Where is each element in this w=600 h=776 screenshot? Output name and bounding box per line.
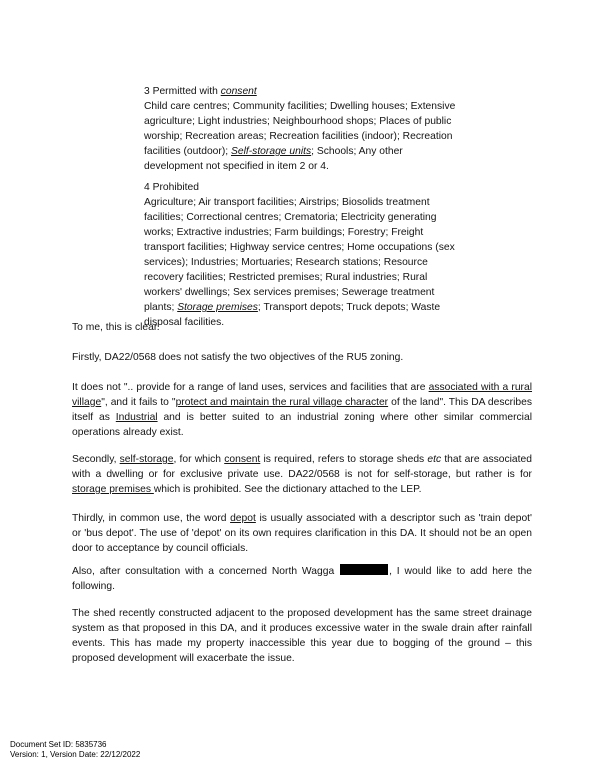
paragraph-consultation: Also, after consultation with a concerned North Wagga , I would like to add here the following. xyxy=(72,566,532,592)
paragraph-drainage: The shed recently constructed adjacent to the proposed development has the same street drainage system as that proposed in this DA, and it produces excessive water in the swale drain after rainfall events. This has made my property inaccessible this year due to bogging of the ground – this proposed development will exacerbate the issue. xyxy=(72,608,532,664)
paragraph-secondly: Secondly, self-storage, for which consent is required, refers to storage sheds etc that are associated with a dwelling or for exclusive private use. DA22/0568 is not for self-storage, but rather is for storage premises which is prohibited. See the dictionary attached to the LEP. xyxy=(72,454,532,495)
paragraph-objectives: It does not ".. provide for a range of land uses, services and facilities that are associated with a rural village", and it fails to "protect and maintain the rural village character of the land". This DA describes itself as Industrial and is better suited to an industrial zoning where other similar commercial operations already exist. xyxy=(72,382,533,438)
prohibited-section xyxy=(144,180,464,330)
permitted-with-consent-section xyxy=(144,84,464,174)
paragraph-thirdly: Thirdly, in common use, the word depot is usually associated with a descriptor such as 'train depot' or 'bus depot'. The use of 'depot' on its own requires clarification in this DA. It should not be an open door to acceptance by council officials. xyxy=(72,513,532,554)
document-footer xyxy=(10,740,140,760)
prohibited-list: Agriculture; Air transport facilities; Airstrips; Biosolids treatment facilities; Correctional centres; Crematoria; Electricity generating works; Extractive industries; Farm buildings; Forestry; Freight transport facilities; Highway service centres; Home occupations (sex services); Industries; Mortuaries; Research stations; Resource recovery facilities; Restricted premises; Rural industries; Rural workers' dwellings; Sex services premises; Sewerage treatment plants; Storage premises; Transport depots; Truck depots; Waste disposal facilities. xyxy=(144,197,455,328)
version-info: Version: 1, Version Date: 22/12/2022 xyxy=(10,750,141,759)
storage-premises-link[interactable]: Storage premises xyxy=(177,302,258,313)
self-storage-units-link[interactable]: Self-storage units xyxy=(231,146,312,157)
prohibited-heading: 4 Prohibited xyxy=(144,182,199,193)
document-set-id: Document Set ID: 5835736 xyxy=(10,740,107,749)
redaction-box xyxy=(340,564,388,575)
permitted-heading: 3 Permitted with consent xyxy=(144,86,257,97)
permitted-list: Child care centres; Community facilities; Dwelling houses; Extensive agriculture; Light industries; Neighbourhood shops; Places of public worship; Recreation areas; Recreation facilities (indoor); Recreation facilities (outdoor); Self-storage units; Schools; Any other development not specified in item 2 or 4. xyxy=(144,101,456,172)
paragraph-clear: To me, this is clear. xyxy=(72,322,160,333)
paragraph-firstly: Firstly, DA22/0568 does not satisfy the two objectives of the RU5 zoning. xyxy=(72,352,404,363)
consent-link[interactable]: consent xyxy=(220,86,257,97)
